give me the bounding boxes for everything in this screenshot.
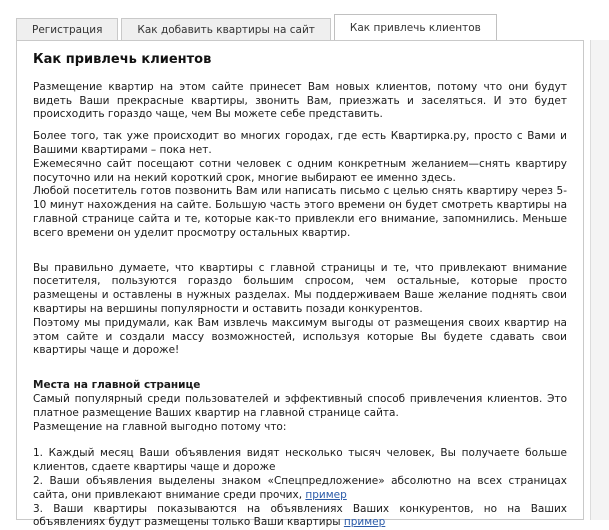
list-item (33, 475, 567, 503)
tab-bar (16, 16, 500, 40)
tab-add-apartments[interactable]: Как добавить квартиры на сайт (121, 18, 330, 40)
example-link[interactable]: пример (305, 488, 347, 501)
paragraph-cities: Более того, так уже происходит во многих городах, где есть Квартирка.ру, просто с Вами и Вашими квартирами – пока нет. (33, 130, 567, 156)
paragraph-opportunities: Поэтому мы придумали, как Вам извлечь максимум выгоды от размещения своих квартир на этом сайте и создали массу возможностей, используя которые Вы будете сдавать свои квартиры чаще и дороже! (33, 316, 567, 357)
page-title: Как привлечь клиентов (33, 52, 212, 67)
content-panel (16, 40, 584, 529)
list-item-text: 3. Ваши квартиры показываются на объявлениях Ваших конкурентов, но на Ваших объявлениях будут размещены только Ваши квартиры (33, 502, 567, 529)
list-item-text: 2. Ваши объявления выделены знаком «Спецпредложение» абсолютно на всех страницах сайта, они привлекают внимание среди прочих, (33, 474, 567, 501)
list-item (33, 503, 567, 530)
section-lead: Размещение на главной выгодно потому что: (33, 420, 287, 433)
example-link[interactable]: пример (343, 516, 386, 529)
tab-registration[interactable]: Регистрация (16, 18, 118, 40)
section-text: Самый популярный среди пользователей и эффективный способ привлечения клиентов. Это платное размещение Ваших квартир на главной странице сайта. (33, 392, 567, 419)
article (33, 53, 567, 530)
paragraph-main-page: Вы правильно думаете, что квартиры с главной страницы и те, что привлекают внимание посетителя, пользуются гораздо большим спросом, чем остальные, которые просто размещены и оставлены в нужных разделах. Мы поддерживаем Ваше желание поднять свои квартиры на вершины популярности и оставить позади конкурентов. (33, 261, 567, 315)
paragraph-contact: Любой посетитель готов позвонить Вам или написать письмо с целью снять квартиру через 5-10 минут нахождения на сайте. Большую часть этого времени он будет смотреть квартиры на главной странице сайта и те, которые как-то привлекли его внимание, запомнились. Меньше всего времени он уделит просмотру остальных квартир. (33, 185, 567, 239)
list-item: 1. Каждый месяц Ваши объявления видят несколько тысяч человек, Вы получаете больше клиентов, сдаете квартиры чаще и дороже (33, 447, 567, 474)
paragraph-visitors: Ежемесячно сайт посещают сотни человек с одним конкретным желанием—снять квартиру посуточно или на некий короткий срок, многие выбирают ее именно здесь. (33, 157, 567, 184)
section-title: Места на главной странице (33, 379, 201, 392)
paragraph-intro: Размещение квартир на этом сайте принесет Вам новых клиентов, потому что они будут видеть Ваши прекрасные квартиры, звонить Вам, приезжать и заселяться. И это будет происходить гораздо чаще, чем Вы можете себе представить. (33, 80, 567, 121)
tab-attract-clients[interactable]: Как привлечь клиентов (334, 14, 497, 40)
scrollbar[interactable] (590, 40, 609, 520)
